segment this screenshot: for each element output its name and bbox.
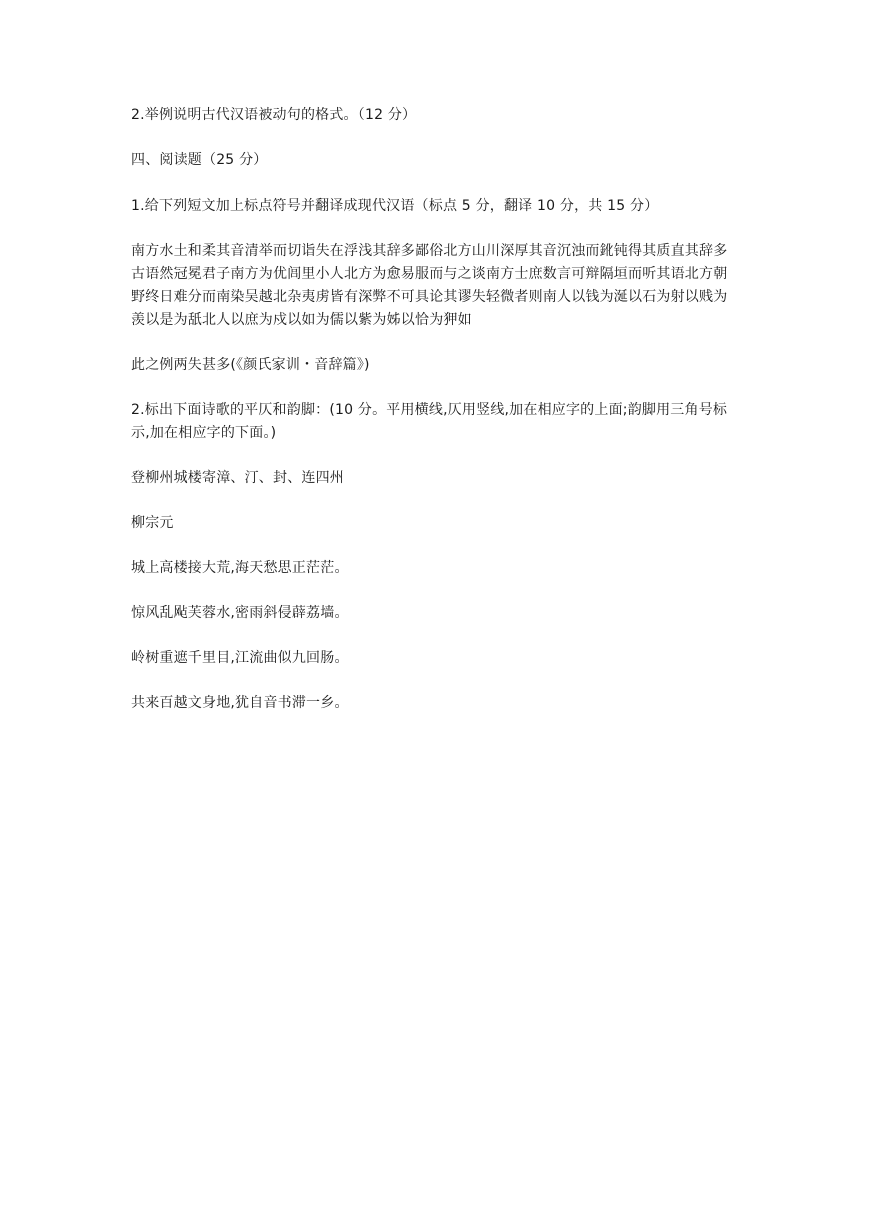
- poem-author: 柳宗元: [131, 515, 174, 531]
- section-reading-title: 四、阅读题（25 分）: [131, 152, 268, 168]
- poem-title: 登柳州城楼寄漳、汀、封、连四州: [131, 470, 344, 486]
- question-tone-rhyme: 2.标出下面诗歌的平仄和韵脚：(10 分。平用横线,仄用竖线,加在相应字的上面;韵脚用三角号标示,加在相应字的下面。): [131, 402, 728, 441]
- poem-line: 共来百越文身地,犹自音书滞一乡。: [131, 695, 349, 711]
- poem-line: 城上高楼接大荒,海天愁思正茫茫。: [131, 560, 349, 576]
- question-passive-sentence: 2.举例说明古代汉语被动句的格式。（12 分）: [131, 107, 417, 123]
- classical-passage-end: 此之例两失甚多(《颜氏家训・音辞篇》): [131, 357, 370, 373]
- poem-line: 岭树重遮千里目,江流曲似九回肠。: [131, 650, 349, 666]
- question-punctuate-translate: 1.给下列短文加上标点符号并翻译成现代汉语（标点 5 分，翻译 10 分，共 15 分）: [131, 198, 659, 214]
- poem-line: 惊风乱飐芙蓉水,密雨斜侵薜荔墙。: [131, 605, 349, 621]
- classical-passage: 南方水土和柔其音清举而切诣失在浮浅其辞多鄙俗北方山川深厚其音沉浊而鈋钝得其质直其辞多古语然冠冕君子南方为优闾里小人北方为愈易服而与之谈南方士庶数言可辩隔垣而听其语北方朝野终日难分而南染吴越北杂夷虏皆有深弊不可具论其谬失轻微者则南人以钱为涎以石为射以贱为羡以是为舐北人以庶为戍以如为儒以紫为姊以恰为狎如: [131, 243, 728, 328]
- document-content: [131, 104, 741, 715]
